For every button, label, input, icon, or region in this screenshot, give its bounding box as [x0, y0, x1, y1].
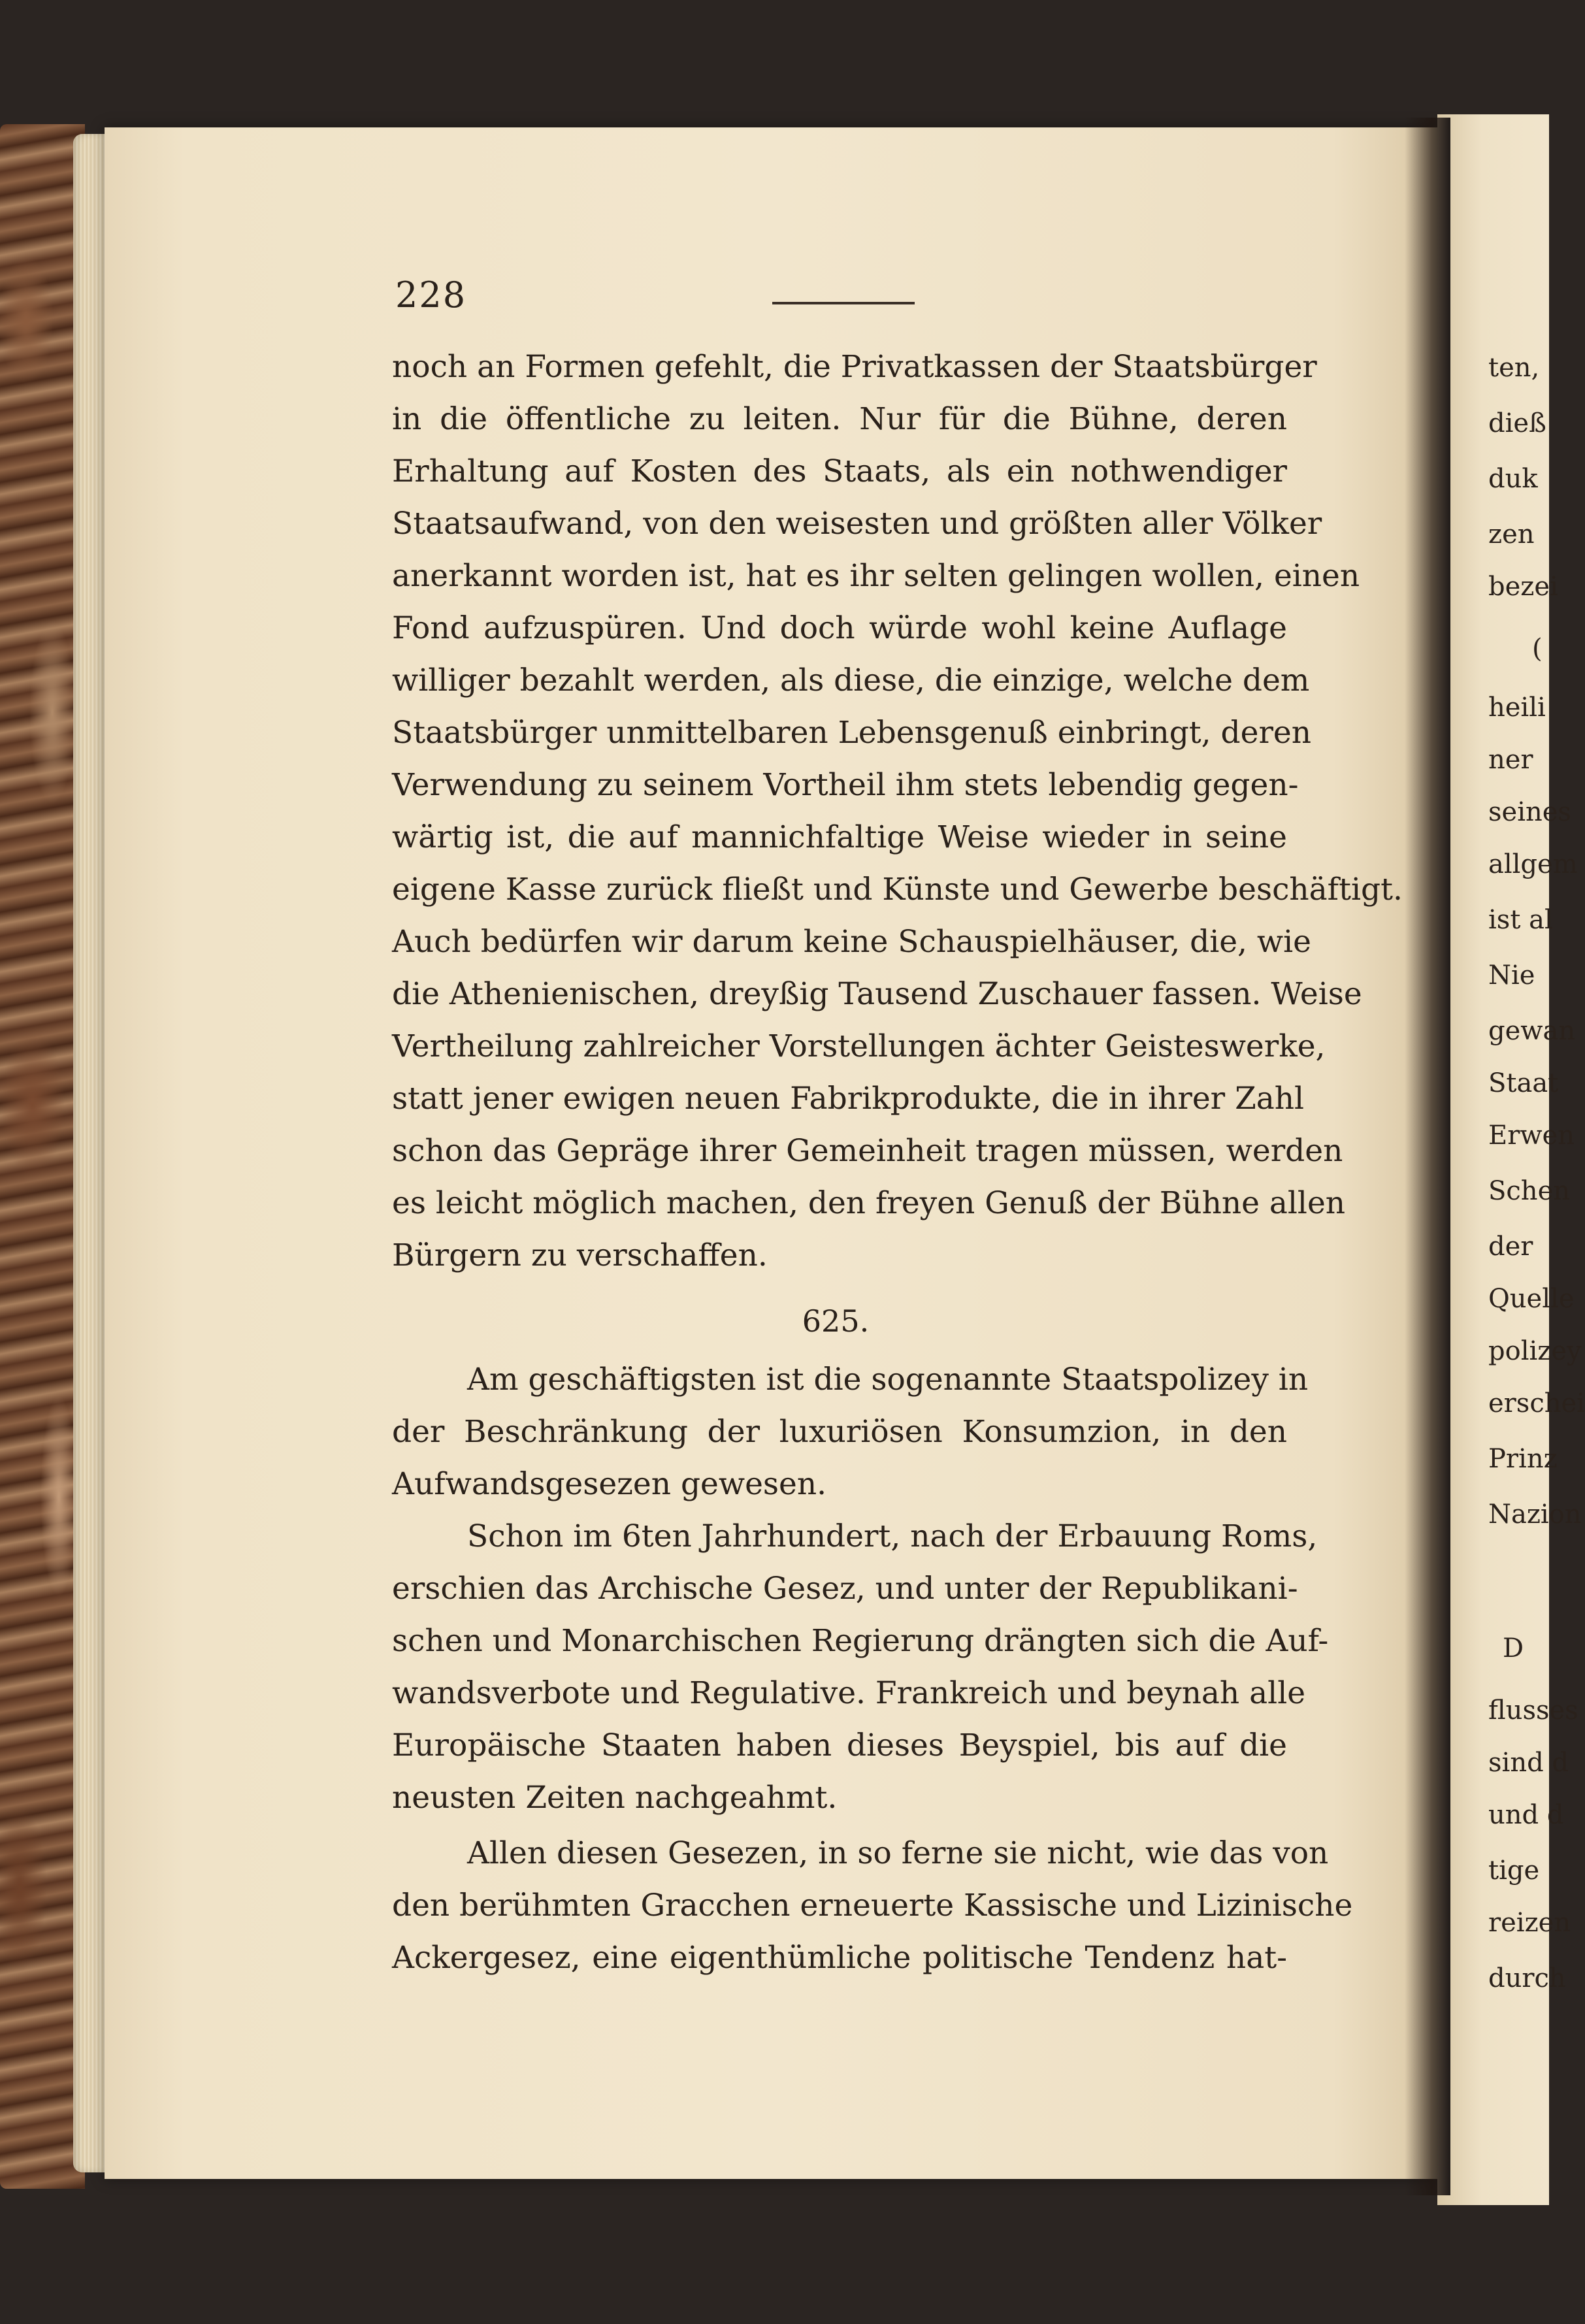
facing-fragment: Nazion: [1488, 1499, 1582, 1530]
text-line: wärtig ist, die auf mannichfaltige Weise wieder in seine: [392, 819, 1287, 855]
facing-fragment: dieß: [1488, 408, 1546, 438]
marbled-book-cover: [0, 124, 85, 2189]
facing-fragment: seines: [1488, 797, 1571, 827]
text-line: Am geschäftigsten ist die sogenannte Staatspolizey in: [467, 1362, 1309, 1398]
facing-fragment: ist al: [1488, 905, 1553, 935]
text-line: statt jener ewigen neuen Fabrikprodukte, die in ihrer Zahl: [392, 1081, 1305, 1117]
text-line: williger bezahlt werden, als diese, die einzige, welche dem: [392, 663, 1310, 698]
text-line: Erhaltung auf Kosten des Staats, als ein nothwendiger: [392, 453, 1287, 489]
facing-fragment: tige: [1488, 1856, 1540, 1886]
facing-fragment: und d: [1488, 1800, 1564, 1830]
text-line: es leicht möglich machen, den freyen Genuß der Bühne allen: [392, 1185, 1346, 1221]
text-line: noch an Formen gefehlt, die Privatkassen der Staatsbürger: [392, 349, 1317, 385]
text-line: Aufwandsgesezen gewesen.: [392, 1466, 827, 1502]
facing-fragment: Staat: [1488, 1068, 1559, 1098]
text-line: schen und Monarchischen Regierung drängten sich die Auf-: [392, 1623, 1329, 1659]
text-line: erschien das Archische Gesez, und unter der Republikani-: [392, 1571, 1298, 1607]
text-line: Staatsbürger unmittelbaren Lebensgenuß einbringt, deren: [392, 715, 1311, 751]
text-line: Staatsaufwand, von den weisesten und größten aller Völker: [392, 506, 1322, 542]
text-line: Allen diesen Gesezen, in so ferne sie nicht, wie das von: [467, 1835, 1329, 1871]
facing-fragment: Quelle: [1488, 1284, 1575, 1314]
facing-fragment: polizey: [1488, 1336, 1582, 1366]
header-rule: [772, 302, 915, 304]
text-line: Ackergesez, eine eigenthümliche politische Tendenz hat-: [392, 1940, 1287, 1976]
text-line: neusten Zeiten nachgeahmt.: [392, 1780, 838, 1816]
facing-fragment: bezei: [1488, 572, 1558, 602]
facing-fragment: heili: [1488, 693, 1546, 723]
facing-fragment: D: [1503, 1633, 1524, 1663]
text-line: Vertheilung zahlreicher Vorstellungen ächter Geisteswerke,: [392, 1028, 1326, 1064]
facing-fragment: Prinz: [1488, 1444, 1558, 1474]
facing-fragment: duk: [1488, 464, 1538, 494]
facing-fragment: durch: [1488, 1963, 1566, 1993]
text-line: den berühmten Gracchen erneuerte Kassische und Lizinische: [392, 1888, 1353, 1923]
facing-fragment: Schen: [1488, 1176, 1570, 1206]
facing-fragment: Erwen: [1488, 1121, 1575, 1151]
facing-fragment: Nie: [1488, 960, 1535, 990]
text-line: der Beschränkung der luxuriösen Konsumzion, in den: [392, 1414, 1287, 1450]
text-line: wandsverbote und Regulative. Frankreich und beynah alle: [392, 1675, 1306, 1711]
book-gutter: [1405, 118, 1450, 2195]
facing-fragment: reizen: [1488, 1908, 1571, 1938]
text-line: Schon im 6ten Jahrhundert, nach der Erbauung Roms,: [467, 1518, 1318, 1554]
text-line: Verwendung zu seinem Vortheil ihm stets lebendig gegen-: [392, 767, 1299, 803]
text-line: Bürgern zu verschaffen.: [392, 1237, 768, 1273]
text-line: in die öffentliche zu leiten. Nur für die Bühne, deren: [392, 401, 1287, 437]
text-line: schon das Gepräge ihrer Gemeinheit tragen müssen, werden: [392, 1133, 1343, 1169]
text-line: Fond aufzuspüren. Und doch würde wohl keine Auflage: [392, 610, 1287, 646]
text-line: Auch bedürfen wir darum keine Schauspielhäuser, die, wie: [392, 924, 1311, 960]
facing-fragment: sind d: [1488, 1748, 1569, 1778]
text-line: eigene Kasse zurück fließt und Künste und Gewerbe beschäftigt.: [392, 872, 1403, 908]
facing-fragment: gewan: [1488, 1016, 1576, 1046]
section-number: 625.: [802, 1303, 870, 1339]
text-line: die Athenienischen, dreyßig Tausend Zuschauer fassen. Weise: [392, 976, 1362, 1012]
text-line: anerkannt worden ist, hat es ihr selten gelingen wollen, einen: [392, 558, 1360, 594]
text-line: Europäische Staaten haben dieses Beyspiel, bis auf die: [392, 1727, 1287, 1763]
facing-fragment: (: [1532, 634, 1543, 664]
facing-fragment: ner: [1488, 745, 1533, 775]
facing-fragment: ten,: [1488, 353, 1540, 383]
facing-fragment: erschei: [1488, 1388, 1585, 1418]
facing-fragment: zen: [1488, 519, 1535, 549]
facing-fragment: der: [1488, 1232, 1533, 1262]
page-number: 228: [395, 274, 467, 316]
facing-fragment: flusses: [1488, 1695, 1578, 1726]
facing-fragment: allgem: [1488, 849, 1578, 879]
